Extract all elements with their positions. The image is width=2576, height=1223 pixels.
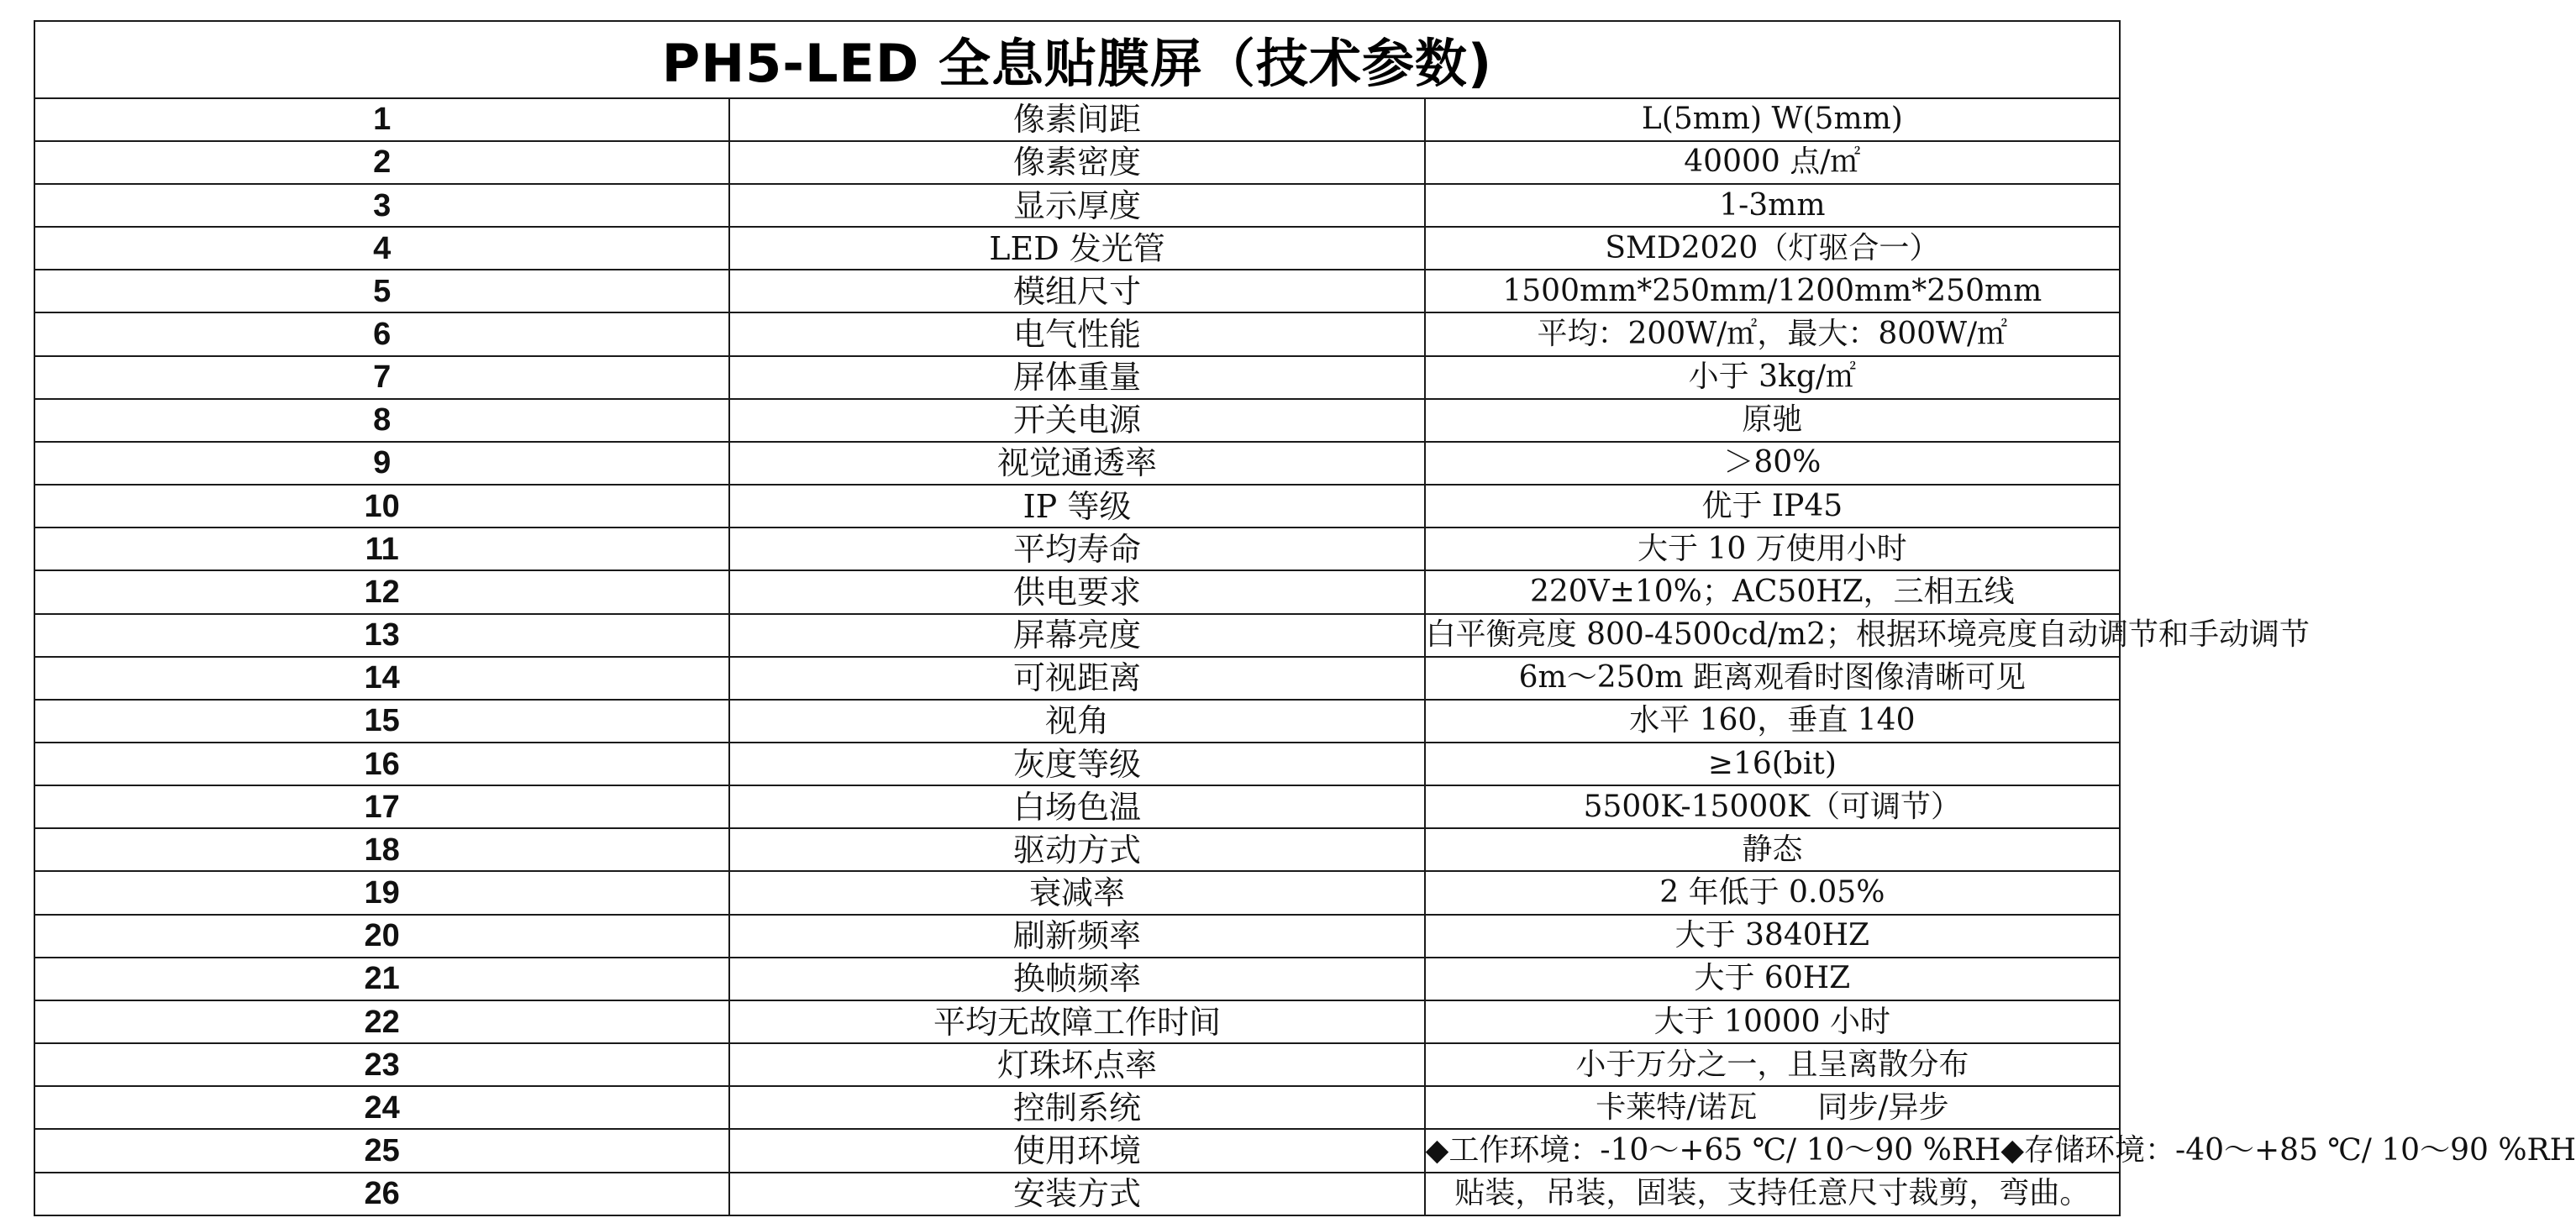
row-number: 22 bbox=[34, 1000, 729, 1043]
table-row bbox=[34, 915, 2120, 958]
param-value: 小于万分之一，且呈离散分布 bbox=[1425, 1043, 2120, 1086]
row-number: 5 bbox=[34, 270, 729, 312]
row-number: 19 bbox=[34, 871, 729, 914]
param-value: 40000 点/㎡ bbox=[1425, 141, 2120, 184]
row-number: 14 bbox=[34, 657, 729, 700]
param-value: 220V±10%；AC50HZ，三相五线 bbox=[1425, 570, 2120, 613]
table-row bbox=[34, 614, 2120, 657]
row-number: 21 bbox=[34, 958, 729, 1000]
param-name: 刷新频率 bbox=[729, 915, 1424, 958]
table-row bbox=[34, 1000, 2120, 1043]
row-number: 6 bbox=[34, 312, 729, 355]
param-name: 控制系统 bbox=[729, 1086, 1424, 1129]
row-number: 16 bbox=[34, 743, 729, 785]
param-name: 显示厚度 bbox=[729, 184, 1424, 227]
row-number: 23 bbox=[34, 1043, 729, 1086]
row-number: 13 bbox=[34, 614, 729, 657]
param-value: 6m～250m 距离观看时图像清晰可见 bbox=[1425, 657, 2120, 700]
table-row bbox=[34, 700, 2120, 743]
param-value: 大于 3840HZ bbox=[1425, 915, 2120, 958]
param-name: IP 等级 bbox=[729, 485, 1424, 528]
table-row bbox=[34, 743, 2120, 785]
param-name: 白场色温 bbox=[729, 785, 1424, 828]
param-value: 原驰 bbox=[1425, 399, 2120, 442]
param-name: 视觉通透率 bbox=[729, 442, 1424, 485]
param-name: 换帧频率 bbox=[729, 958, 1424, 1000]
param-name: 屏幕亮度 bbox=[729, 614, 1424, 657]
table-row bbox=[34, 442, 2120, 485]
row-number: 11 bbox=[34, 528, 729, 570]
table-row bbox=[34, 570, 2120, 613]
param-name: 衰减率 bbox=[729, 871, 1424, 914]
param-value: 卡莱特/诺瓦 同步/异步 bbox=[1425, 1086, 2120, 1129]
table-row bbox=[34, 356, 2120, 399]
row-number: 26 bbox=[34, 1173, 729, 1215]
param-value: 小于 3kg/㎡ bbox=[1425, 356, 2120, 399]
table-row bbox=[34, 270, 2120, 312]
row-number: 25 bbox=[34, 1129, 729, 1172]
param-name: 像素间距 bbox=[729, 98, 1424, 141]
row-number: 20 bbox=[34, 915, 729, 958]
param-value: 5500K-15000K（可调节） bbox=[1425, 785, 2120, 828]
row-number: 18 bbox=[34, 828, 729, 871]
param-value: 优于 IP45 bbox=[1425, 485, 2120, 528]
param-value: ≥16(bit) bbox=[1425, 743, 2120, 785]
table-row bbox=[34, 312, 2120, 355]
table-row bbox=[34, 1043, 2120, 1086]
row-number: 17 bbox=[34, 785, 729, 828]
row-number: 24 bbox=[34, 1086, 729, 1129]
param-value: 静态 bbox=[1425, 828, 2120, 871]
title-row bbox=[34, 21, 2120, 98]
param-value: 1-3mm bbox=[1425, 184, 2120, 227]
param-value: 平均：200W/㎡，最大：800W/㎡ bbox=[1425, 312, 2120, 355]
row-number: 2 bbox=[34, 141, 729, 184]
table-row bbox=[34, 184, 2120, 227]
param-name: 屏体重量 bbox=[729, 356, 1424, 399]
table-row bbox=[34, 485, 2120, 528]
row-number: 15 bbox=[34, 700, 729, 743]
param-value: L(5mm) W(5mm) bbox=[1425, 98, 2120, 141]
row-number: 9 bbox=[34, 442, 729, 485]
table-row bbox=[34, 98, 2120, 141]
param-name: 平均寿命 bbox=[729, 528, 1424, 570]
param-value: ◆工作环境：-10～+65 ℃/ 10～90 %RH◆存储环境：-40～+85 ℃/ 10～90 %RH bbox=[1425, 1129, 2120, 1172]
table-row bbox=[34, 828, 2120, 871]
param-value: 贴装，吊装，固装，支持任意尺寸裁剪，弯曲。 bbox=[1425, 1173, 2120, 1215]
param-name: 使用环境 bbox=[729, 1129, 1424, 1172]
param-value: 大于 60HZ bbox=[1425, 958, 2120, 1000]
row-number: 4 bbox=[34, 227, 729, 270]
param-name: 灰度等级 bbox=[729, 743, 1424, 785]
table-row bbox=[34, 399, 2120, 442]
param-name: 平均无故障工作时间 bbox=[729, 1000, 1424, 1043]
table-row bbox=[34, 657, 2120, 700]
param-name: 模组尺寸 bbox=[729, 270, 1424, 312]
param-value: 大于 10000 小时 bbox=[1425, 1000, 2120, 1043]
param-name: 视角 bbox=[729, 700, 1424, 743]
table-row bbox=[34, 1173, 2120, 1215]
table-row bbox=[34, 871, 2120, 914]
param-value: 白平衡亮度 800-4500cd/m2；根据环境亮度自动调节和手动调节 bbox=[1425, 614, 2120, 657]
row-number: 7 bbox=[34, 356, 729, 399]
table-row bbox=[34, 1086, 2120, 1129]
table-row bbox=[34, 528, 2120, 570]
table-row bbox=[34, 1129, 2120, 1172]
row-number: 10 bbox=[34, 485, 729, 528]
param-name: 可视距离 bbox=[729, 657, 1424, 700]
row-number: 8 bbox=[34, 399, 729, 442]
row-number: 12 bbox=[34, 570, 729, 613]
param-value: ＞80% bbox=[1425, 442, 2120, 485]
param-value: 大于 10 万使用小时 bbox=[1425, 528, 2120, 570]
param-value: 水平 160，垂直 140 bbox=[1425, 700, 2120, 743]
table-row bbox=[34, 958, 2120, 1000]
param-value: 1500mm*250mm/1200mm*250mm bbox=[1425, 270, 2120, 312]
param-name: 驱动方式 bbox=[729, 828, 1424, 871]
param-name: 开关电源 bbox=[729, 399, 1424, 442]
row-number: 1 bbox=[34, 98, 729, 141]
table-row bbox=[34, 785, 2120, 828]
table-row bbox=[34, 227, 2120, 270]
spec-table bbox=[34, 20, 2576, 1216]
param-name: LED 发光管 bbox=[729, 227, 1424, 270]
param-value: 2 年低于 0.05% bbox=[1425, 871, 2120, 914]
param-name: 灯珠坏点率 bbox=[729, 1043, 1424, 1086]
param-value: SMD2020（灯驱合一） bbox=[1425, 227, 2120, 270]
param-name: 电气性能 bbox=[729, 312, 1424, 355]
param-name: 安装方式 bbox=[729, 1173, 1424, 1215]
param-name: 供电要求 bbox=[729, 570, 1424, 613]
row-number: 3 bbox=[34, 184, 729, 227]
param-name: 像素密度 bbox=[729, 141, 1424, 184]
table-row bbox=[34, 141, 2120, 184]
table-title: PH5-LED 全息贴膜屏（技术参数) bbox=[34, 21, 2120, 98]
